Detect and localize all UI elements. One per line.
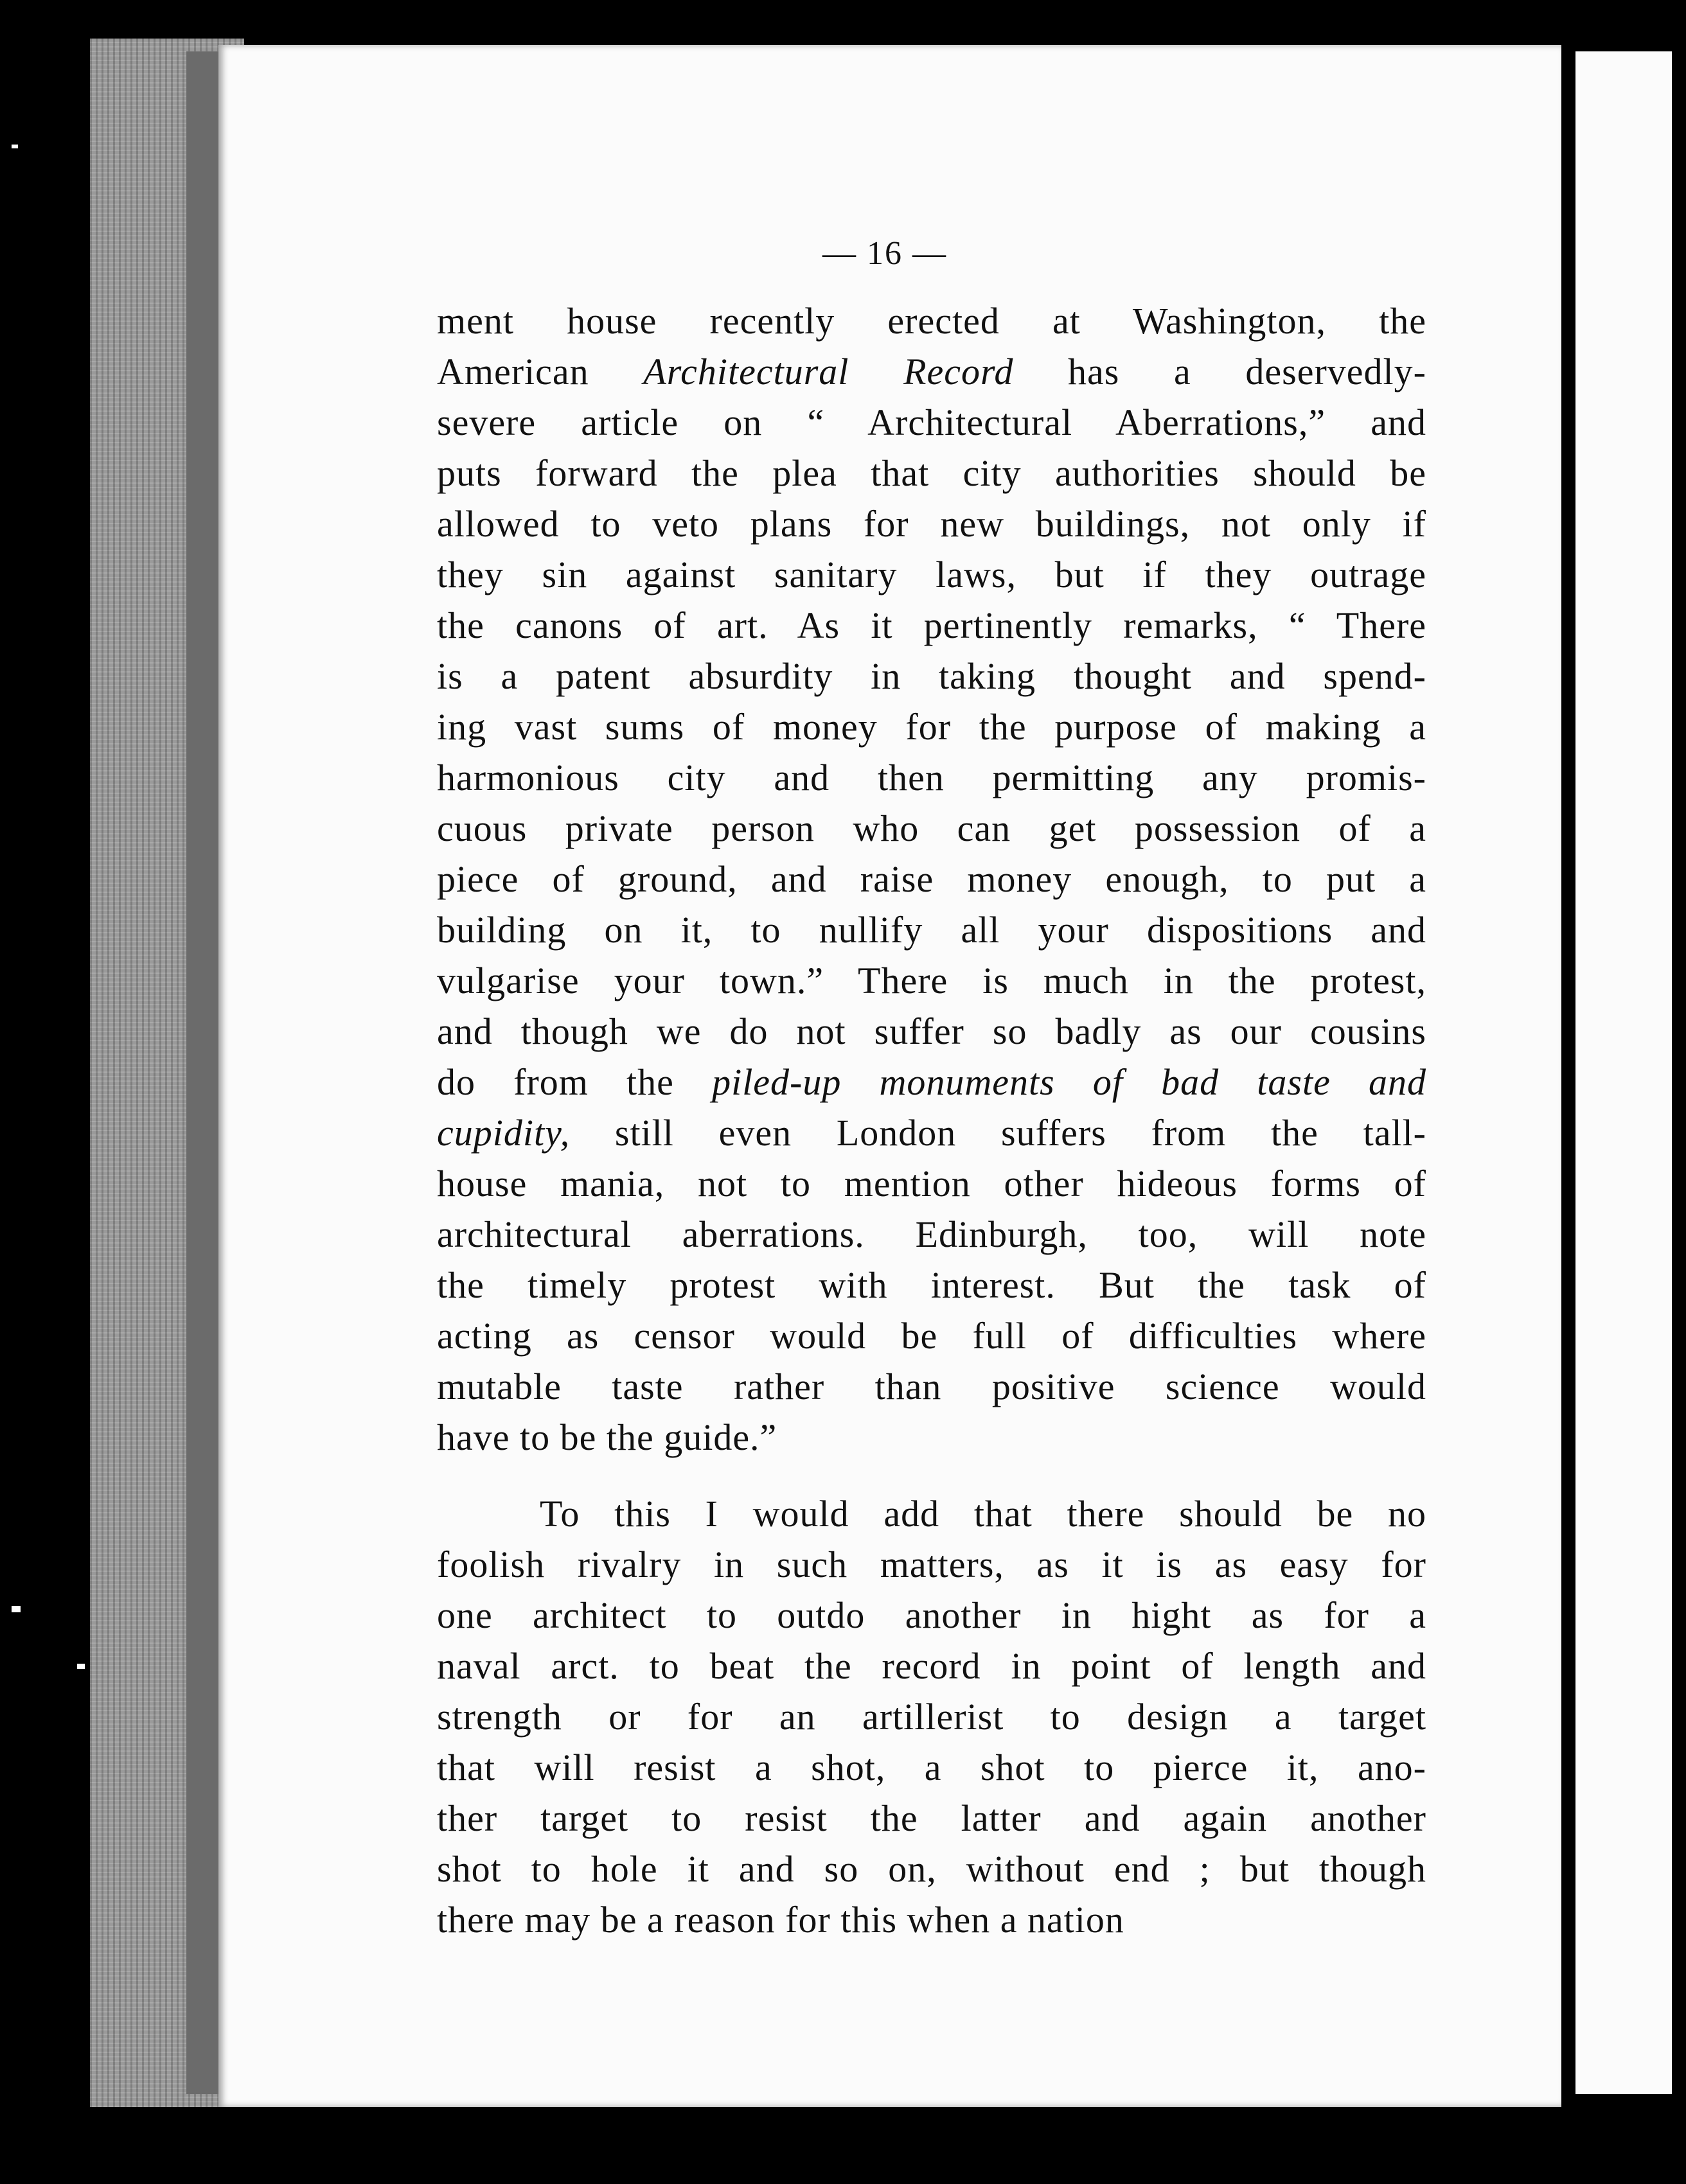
text-line: naval arct. to beat the record in point of length and [437, 1645, 1426, 1687]
scan-speck [12, 145, 18, 148]
text-line: allowed to veto plans for new buildings, not only if [437, 503, 1426, 545]
scan-speck [12, 1606, 21, 1612]
text-line: one architect to outdo another in hight as for a [437, 1594, 1426, 1636]
text-line: building on it, to nullify all your dispositions and [437, 909, 1426, 951]
page-number: — 16 — [822, 235, 947, 272]
text-line: is a patent absurdity in taking thought and spend- [437, 655, 1426, 697]
italic-phrase: Architectural Record [643, 351, 1014, 392]
text-segment: has a deservedly- [1013, 351, 1426, 392]
text-line: strength or for an artillerist to design a target [437, 1696, 1426, 1738]
text-line: they sin against sanitary laws, but if they outrage [437, 554, 1426, 595]
body-text [437, 295, 1426, 1945]
text-line: there may be a reason for this when a nation [437, 1899, 1124, 1941]
text-line [437, 1057, 1426, 1107]
text-line: piece of ground, and raise money enough, to put a [437, 858, 1426, 900]
text-line: ther target to resist the latter and again another [437, 1797, 1426, 1839]
text-line: acting as censor would be full of difficulties where [437, 1315, 1426, 1357]
text-line [437, 1107, 1426, 1158]
text-line: the timely protest with interest. But the task of [437, 1264, 1426, 1306]
text-segment: American [437, 351, 644, 392]
next-page-edge [1575, 51, 1672, 2094]
text-line: and though we do not suffer so badly as our cousins [437, 1010, 1426, 1052]
text-segment: still even London suffers from the tall- [570, 1112, 1426, 1154]
text-line: architectural aberrations. Edinburgh, too, will note [437, 1213, 1426, 1255]
text-line: ing vast sums of money for the purpose of making a [437, 706, 1426, 748]
text-line: vulgarise your town.” There is much in the protest, [437, 960, 1426, 1001]
text-segment: do from the [437, 1061, 713, 1103]
text-line: ment house recently erected at Washington, the [437, 300, 1426, 342]
scan-speck [77, 1664, 85, 1669]
paragraph-1 [437, 295, 1426, 1463]
text-line: shot to hole it and so on, without end ; but though [437, 1848, 1426, 1890]
italic-phrase: piled-up monuments of bad taste and [712, 1061, 1426, 1103]
italic-phrase: cupidity, [437, 1112, 571, 1154]
text-line: cuous private person who can get possession of a [437, 807, 1426, 849]
text-line: the canons of art. As it pertinently remarks, “ There [437, 604, 1426, 646]
text-line: puts forward the plea that city authorities should be [437, 452, 1426, 494]
text-line [437, 346, 1426, 397]
text-line: mutable taste rather than positive science would [437, 1366, 1426, 1407]
text-line: foolish rivalry in such matters, as it is as easy for [437, 1544, 1426, 1585]
text-line: have to be the guide.” [437, 1416, 777, 1458]
text-line: severe article on “ Architectural Aberrations,” and [437, 401, 1426, 443]
text-line: harmonious city and then permitting any promis- [437, 757, 1426, 798]
text-line: house mania, not to mention other hideous forms of [437, 1163, 1426, 1204]
text-line: that will resist a shot, a shot to pierce it, ano- [437, 1747, 1426, 1788]
text-line: To this I would add that there should be no [540, 1493, 1426, 1535]
paragraph-2 [437, 1488, 1426, 1945]
